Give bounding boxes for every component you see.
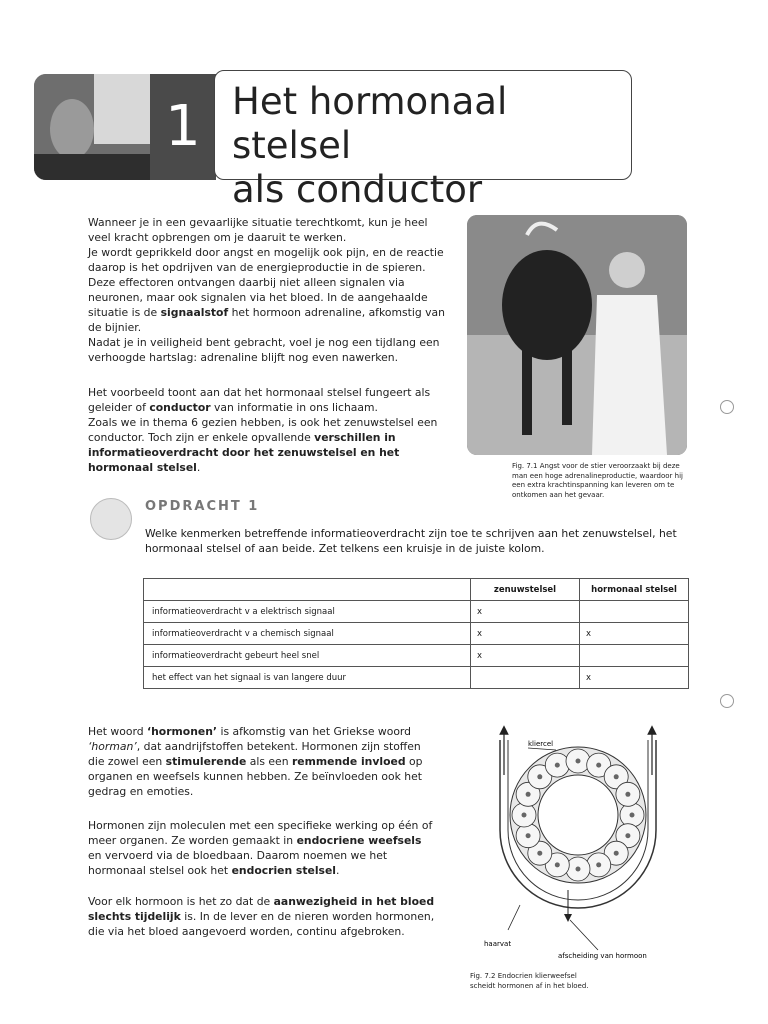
row-label: informatieoverdracht gebeurt heel snel: [144, 645, 471, 667]
cell-zenuwstelsel[interactable]: x: [471, 623, 580, 645]
hormones-paragraph-2: Hormonen zijn moleculen met een specifieke werking op één of meer organen. Ze worden gemaakt in endocriene weefsels en vervoerd via de bloedbaan. Daarom noemen we het hormonaal stelsel ook het endocrien stelsel.: [88, 819, 433, 877]
cell-zenuwstelsel[interactable]: [471, 667, 580, 689]
table-row: [144, 667, 689, 689]
cell-nucleus: [596, 862, 601, 867]
assignment-icon: [90, 498, 132, 540]
fig2-caption: Fig. 7.2 Endocrien klierweefsel scheidt hormonen af in het bloed.: [470, 972, 589, 990]
chapter-title: [232, 80, 622, 212]
cell-nucleus: [526, 792, 531, 797]
endocrine-tissue-diagram: [478, 720, 678, 980]
intro-text: [88, 215, 448, 365]
header-photo: [34, 74, 156, 180]
row-label: informatieoverdracht v a elektrisch signaal: [144, 601, 471, 623]
cell-hormonaal[interactable]: [580, 645, 689, 667]
cell-nucleus: [537, 774, 542, 779]
cell-hormonaal[interactable]: x: [580, 667, 689, 689]
assignment-heading: OPDRACHT 1: [145, 499, 260, 514]
cell-nucleus: [576, 759, 581, 764]
cell-nucleus: [537, 851, 542, 856]
binder-hole: [720, 400, 734, 414]
title-line-1: Het hormonaal stelsel: [232, 80, 508, 167]
table-row: [144, 645, 689, 667]
cell-nucleus: [614, 851, 619, 856]
table-header-empty: [144, 579, 471, 601]
cell-nucleus: [526, 833, 531, 838]
cell-nucleus: [630, 813, 635, 818]
chapter-number: 1: [165, 94, 201, 159]
cell-nucleus: [522, 813, 527, 818]
title-line-2: als conductor: [232, 168, 483, 211]
cell-nucleus: [555, 862, 560, 867]
cell-nucleus: [625, 833, 630, 838]
table-header-hormonaal: hormonaal stelsel: [580, 579, 689, 601]
cell-zenuwstelsel[interactable]: x: [471, 601, 580, 623]
cell-hormonaal[interactable]: [580, 601, 689, 623]
row-label: informatieoverdracht v a chemisch signaal: [144, 623, 471, 645]
row-label: het effect van het signaal is van langere duur: [144, 667, 471, 689]
conductor-paragraph: Het voorbeeld toont aan dat het hormonaal stelsel fungeert als geleider of conductor van informatie in ons lichaam. Zoals we in thema 6 gezien hebben, is ook het zenuwstelsel een conductor. Toch zijn er enkele opvallende verschillen in informatieoverdracht door het zenuwstelsel en het hormonaal stelsel.: [88, 386, 438, 474]
hormones-paragraph-1: Het woord ‘hormonen’ is afkomstig van het Griekse woord ‘horman’, dat aandrijfstoffen betekent. Hormonen zijn stoffen die zowel een stimulerende als een remmende invloed op organen en weefsels kunnen hebben. Ze beïnvloeden ook het gedrag en emoties.: [88, 725, 423, 798]
label-haarvat: haarvat: [484, 940, 512, 948]
label-kliercel: kliercel: [528, 740, 554, 748]
binder-hole: [720, 694, 734, 708]
assignment-text: Welke kenmerken betreffende informatieoverdracht zijn toe te schrijven aan het zenuwstelsel, het hormonaal stelsel of aan beide. Zet telkens een kruisje in de juiste kolom.: [145, 527, 677, 555]
intro-paragraph-1: Wanneer je in een gevaarlijke situatie terechtkomt, kun je heel veel kracht opbrengen om je daaruit te werken.: [88, 216, 428, 244]
cell-nucleus: [614, 774, 619, 779]
cell-hormonaal[interactable]: x: [580, 623, 689, 645]
cell-zenuwstelsel[interactable]: x: [471, 645, 580, 667]
table-row: [144, 601, 689, 623]
fig1-caption: Fig. 7.1 Angst voor de stier veroorzaakt bij deze man een hoge adrenalineproductie, waardoor hij een extra krachtinspanning kan leveren om te ontkomen aan het gevaar.: [512, 462, 683, 499]
cell-nucleus: [576, 867, 581, 872]
bull-photo: [467, 215, 687, 455]
intro-paragraph-3: Nadat je in veiligheid bent gebracht, voel je nog een tijdlang een verhoogde hartslag: adrenaline blijft nog even nawerken.: [88, 336, 440, 364]
table-header-row: [144, 579, 689, 601]
table-header-zenuwstelsel: zenuwstelsel: [471, 579, 580, 601]
cell-nucleus: [596, 763, 601, 768]
characteristics-table: [143, 578, 689, 689]
intro-paragraph-2: Je wordt geprikkeld door angst en mogelijk ook pijn, en de reactie daarop is het opdrijven van de energieproductie in de spieren. Deze effectoren ontvangen daarbij niet alleen signalen via neuronen, maar ook signalen via het bloed. In de aangehaalde situatie is de signaalstof het hormoon adrenaline, afkomstig van de bijnier.: [88, 246, 445, 334]
table-row: [144, 623, 689, 645]
cell-nucleus: [555, 763, 560, 768]
hormones-paragraph-3: Voor elk hormoon is het zo dat de aanwezigheid in het bloed slechts tijdelijk is. In de lever en de nieren worden hormonen, die via het bloed aangevoerd worden, continu afgebroken.: [88, 895, 435, 938]
cell-nucleus: [625, 792, 630, 797]
label-afscheiding: afscheiding van hormoon: [558, 952, 647, 960]
